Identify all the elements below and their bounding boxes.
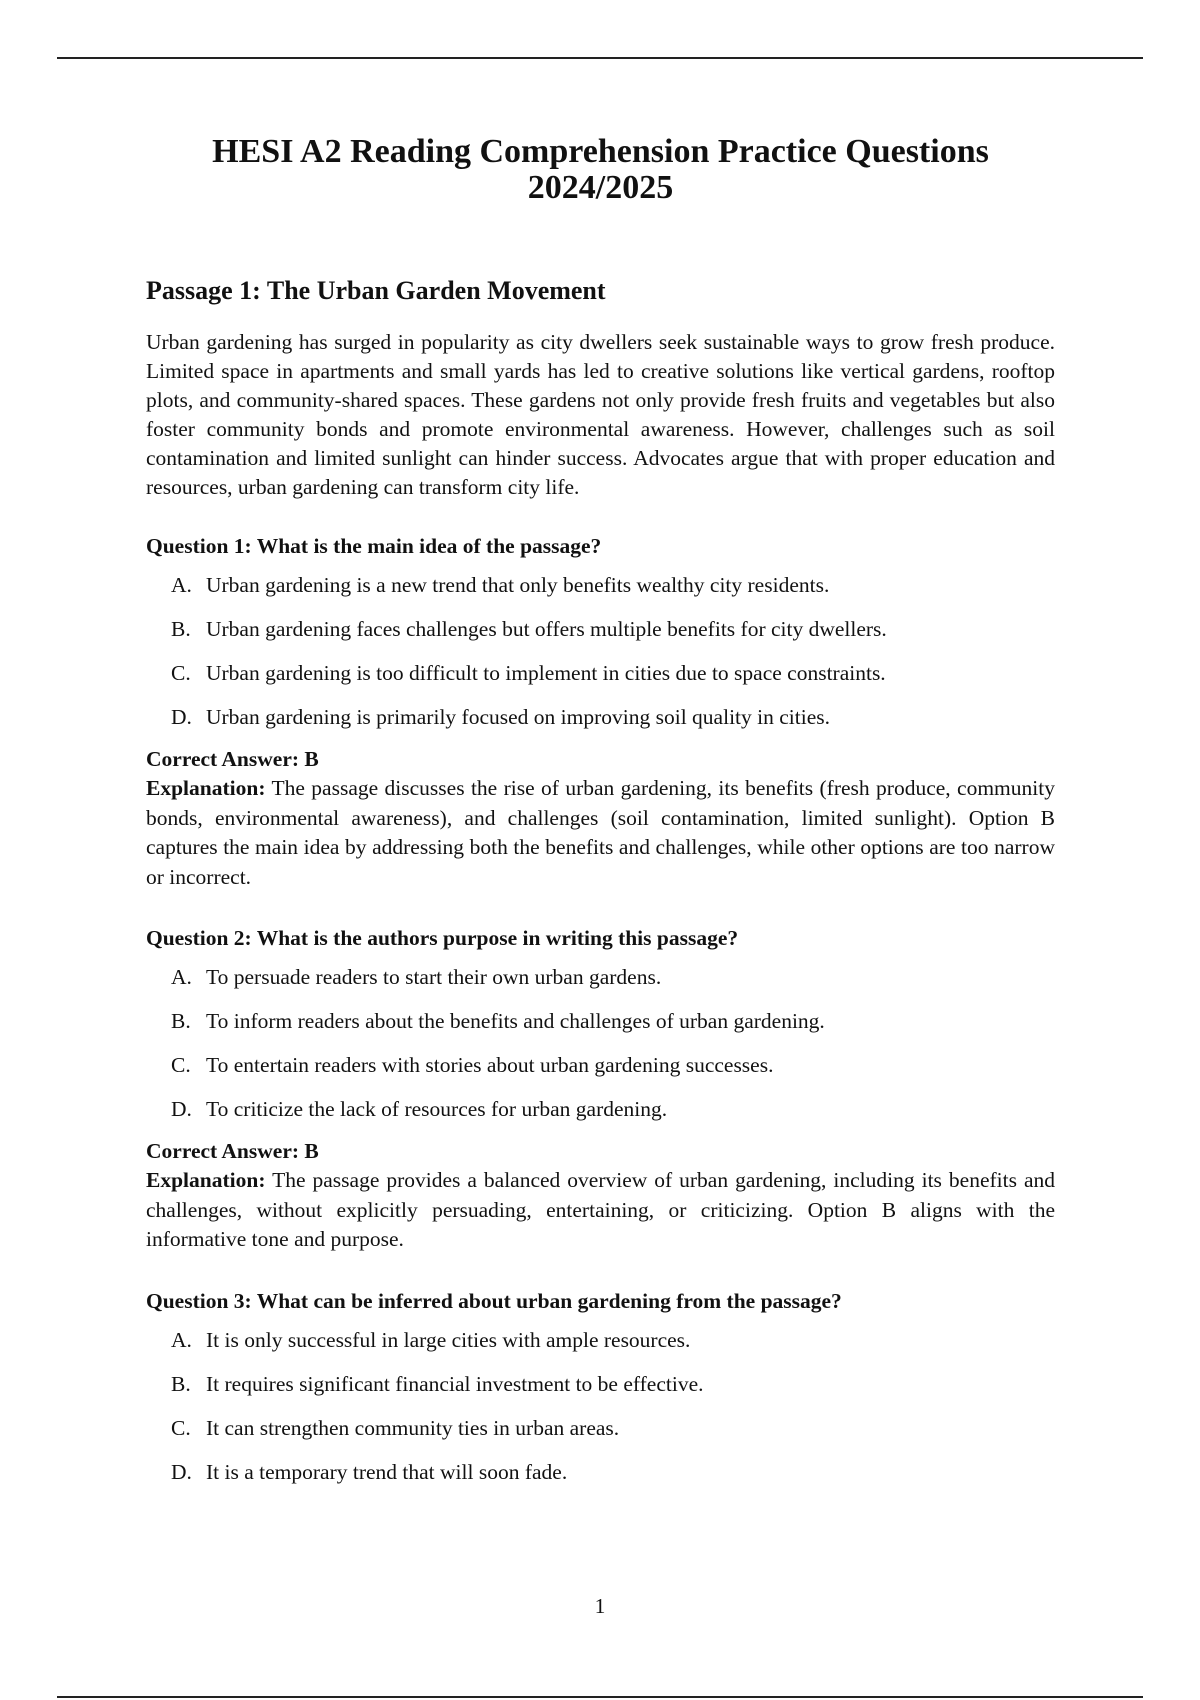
- option-text: It can strengthen community ties in urban areas.: [206, 1415, 620, 1440]
- top-rule: [57, 57, 1143, 59]
- option-text: To criticize the lack of resources for urban gardening.: [206, 1097, 668, 1121]
- question-heading: Question 1: What is the main idea of the passage?: [146, 534, 602, 558]
- option-a: [171, 571, 1055, 600]
- passage-text: Urban gardening has surged in popularity as city dwellers seek sustainable ways to grow fresh produce. Limited space in apartments and small yards has led to creative solutions like vertical gardens, rooftop plots, and community-shared spaces. These gardens not only provide fresh fruits and vegetables but also foster community bonds and promote environmental awareness. However, challenges such as soil contamination and limited sunlight can hinder success. Advocates argue that with proper education and resources, urban gardening can transform city life.: [146, 330, 1055, 499]
- option-text: To persuade readers to start their own urban gardens.: [206, 965, 662, 989]
- option-letter: D.: [171, 1097, 192, 1121]
- option-letter: D.: [171, 1459, 192, 1484]
- page-number: 1: [594, 1594, 606, 1618]
- answer-options: [146, 571, 1055, 732]
- option-text: It is a temporary trend that will soon fade.: [206, 1459, 568, 1484]
- option-text: Urban gardening is primarily focused on improving soil quality in cities.: [206, 705, 830, 729]
- question-heading: Question 2: What is the authors purpose in writing this passage?: [146, 926, 739, 950]
- explanation: [146, 1166, 1055, 1255]
- explanation: [146, 774, 1055, 892]
- option-d: [171, 1095, 1055, 1124]
- option-a: [171, 1326, 1055, 1355]
- bottom-rule: [57, 1696, 1143, 1698]
- option-text: It requires significant financial investment to be effective.: [206, 1371, 704, 1396]
- option-b: [171, 1007, 1055, 1036]
- option-letter: A.: [171, 965, 192, 989]
- option-letter: B.: [171, 1009, 191, 1033]
- option-text: To inform readers about the benefits and challenges of urban gardening.: [206, 1009, 825, 1033]
- option-text: It is only successful in large cities with ample resources.: [206, 1327, 691, 1352]
- question-3: [146, 1287, 1055, 1487]
- explanation-label: Explanation:: [146, 776, 266, 800]
- option-a: [171, 963, 1055, 992]
- option-letter: A.: [171, 1327, 192, 1352]
- option-d: [171, 703, 1055, 732]
- correct-answer: Correct Answer: B: [146, 1139, 319, 1163]
- option-text: To entertain readers with stories about urban gardening successes.: [206, 1053, 774, 1077]
- option-c: [171, 659, 1055, 688]
- question-2: [146, 924, 1055, 1255]
- option-b: [171, 1370, 1055, 1399]
- question-heading: Question 3: What can be inferred about urban gardening from the passage?: [146, 1288, 842, 1313]
- answer-options: [146, 1326, 1055, 1487]
- option-c: [171, 1414, 1055, 1443]
- option-c: [171, 1051, 1055, 1080]
- option-letter: C.: [171, 661, 191, 685]
- option-letter: C.: [171, 1415, 191, 1440]
- option-text: Urban gardening faces challenges but offers multiple benefits for city dwellers.: [206, 617, 887, 641]
- option-text: Urban gardening is too difficult to implement in cities due to space constraints.: [206, 661, 886, 685]
- option-letter: D.: [171, 705, 192, 729]
- option-text: Urban gardening is a new trend that only benefits wealthy city residents.: [206, 573, 830, 597]
- option-letter: A.: [171, 573, 192, 597]
- option-letter: B.: [171, 1371, 191, 1396]
- option-letter: C.: [171, 1053, 191, 1077]
- document-title: HESI A2 Reading Comprehension Practice Questions 2024/2025: [212, 133, 989, 206]
- explanation-text: The passage provides a balanced overview of urban gardening, including its benefits and challenges, without explicitly persuading, entertaining, or criticizing. Option B aligns with the informative tone and purpose.: [146, 1168, 1055, 1251]
- correct-answer: Correct Answer: B: [146, 747, 319, 771]
- page-content: [146, 134, 1055, 1502]
- option-letter: B.: [171, 617, 191, 641]
- explanation-text: The passage discusses the rise of urban gardening, its benefits (fresh produce, community bonds, environmental awareness), and challenges (soil contamination, limited sunlight). Option B captures the main idea by addressing both the benefits and challenges, while other options are too narrow or incorrect.: [146, 776, 1055, 889]
- explanation-label: Explanation:: [146, 1168, 266, 1192]
- question-1: [146, 532, 1055, 892]
- passage-heading: Passage 1: The Urban Garden Movement: [146, 276, 606, 305]
- option-d: [171, 1458, 1055, 1487]
- option-b: [171, 615, 1055, 644]
- answer-options: [146, 963, 1055, 1124]
